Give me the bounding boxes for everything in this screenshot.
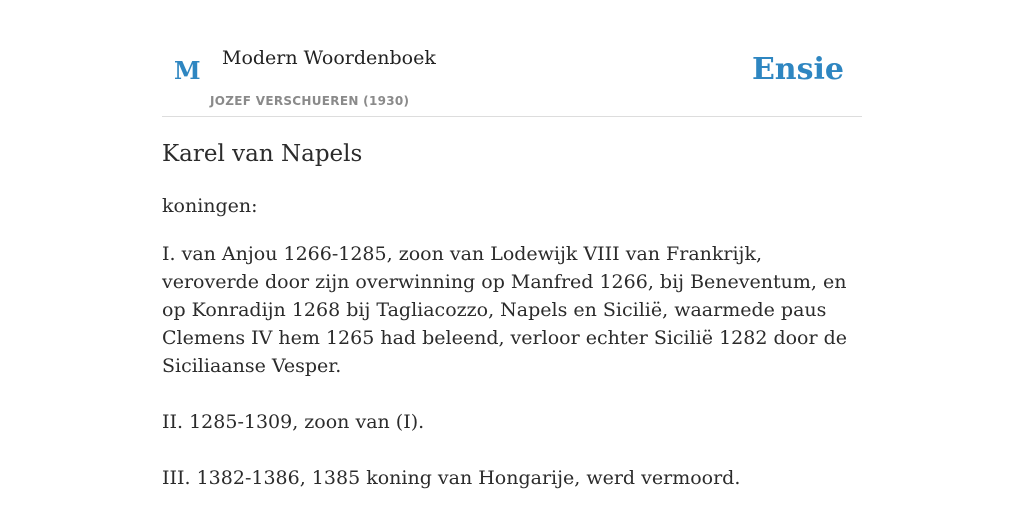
entry-label: koningen: (162, 195, 258, 217)
dictionary-logo[interactable]: M (174, 56, 201, 85)
dictionary-title[interactable]: Modern Woordenboek (222, 47, 436, 69)
dictionary-author: JOZEF VERSCHUEREN (1930) (210, 94, 410, 108)
entry-paragraph: II. 1285-1309, zoon van (I). (162, 411, 425, 433)
entry-paragraph: I. van Anjou 1266-1285, zoon van Lodewijk VIII van Frankrijk, veroverde door zijn overwinning op Manfred 1266, bij Beneventum, en op Konradijn 1268 bij Tagliacozzo, Napels en Sicilië, waarmede paus Clemens IV hem 1265 had beleend, verloor echter Sicilië 1282 door de Siciliaanse Vesper. (162, 243, 848, 377)
entry-headword: Karel van Napels (162, 141, 363, 167)
ensie-brand-link[interactable]: Ensie (751, 52, 844, 87)
entry-content (162, 138, 862, 492)
entry-paragraph: III. 1382-1386, 1385 koning van Hongarije, werd vermoord. (162, 467, 741, 489)
dictionary-header (162, 0, 862, 117)
